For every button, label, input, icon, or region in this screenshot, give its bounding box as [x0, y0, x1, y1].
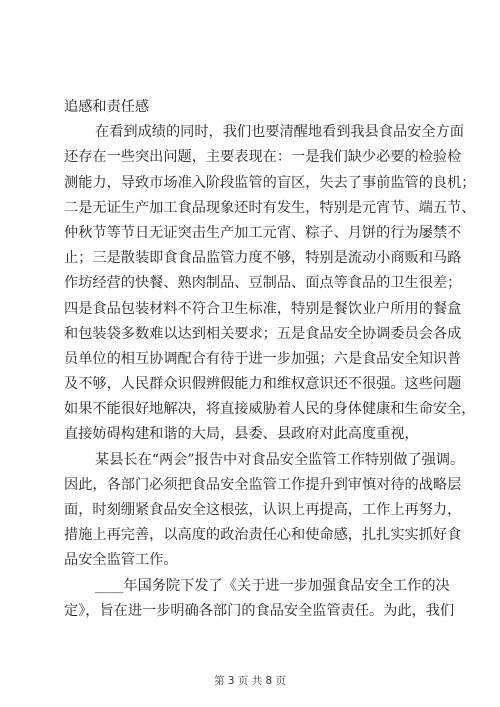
- text-line: 及不够，人民群众识假辨假能力和维权意识还不很强。这些问题: [64, 376, 462, 393]
- text-line: 如果不能很好地解决，将直接威胁着人民的身体健康和生命安全，: [64, 401, 476, 418]
- text-line: 还存在一些突出问题，主要表现在：一是我们缺少必要的检验检: [64, 149, 462, 166]
- text-line: 追感和责任感: [64, 99, 150, 115]
- text-line: 止；三是散装即食食品监管力度不够，特别是流动小商贩和马路: [64, 250, 462, 267]
- text-line: 二是无证生产加工食品现象还时有发生，特别是元宵节、端五节、: [64, 199, 476, 216]
- text-line: 措施上再完善，以高度的政治责任心和使命感，扎扎实实抓好食: [64, 527, 462, 544]
- text-line: 直接妨碍构建和谐的大局，县委、县政府对此高度重视，: [64, 426, 419, 443]
- text-line: 作坊经营的快餐、熟肉制品、豆制品、面点等食品的卫生很差；: [64, 275, 462, 292]
- text-line: 和包装袋多数难以达到相关要求；五是食品安全协调委员会各成: [64, 325, 462, 342]
- paragraph-start-line: 某县长在“两会”报告中对食品安全监管工作特别做了强调。: [95, 451, 465, 468]
- paragraph-start-line: 在看到成绩的同时，我们也要清醒地看到我县食品安全方面: [95, 124, 464, 141]
- text-line: 因此，各部门必须把食品安全监管工作提升到审慎对待的战略层: [64, 476, 462, 493]
- page-number-footer: 第 3 页 共 8 页: [213, 675, 287, 687]
- text-line: 仲秋节等节日无证突击生产加工元宵、粽子、月饼的行为屡禁不: [64, 224, 462, 241]
- paragraph-start-line: ____年国务院下发了《关于进一步加强食品安全工作的决: [95, 577, 450, 594]
- text-line: 定》，旨在进一步明确各部门的食品安全监管责任。为此，我们: [64, 602, 455, 619]
- text-line: 员单位的相互协调配合有待于进一步加强；六是食品安全知识普: [64, 350, 462, 367]
- text-line: 测能力，导致市场准入阶段监管的盲区，失去了事前监管的良机；: [64, 174, 476, 191]
- text-line: 面，时刻绷紧食品安全这根弦，认识上再提高，工作上再努力，: [64, 502, 462, 518]
- body-text: [64, 95, 476, 624]
- text-line: 品安全监管工作。: [64, 552, 178, 569]
- text-line: 四是食品包装材料不符合卫生标准，特别是餐饮业户所用的餐盒: [64, 300, 462, 317]
